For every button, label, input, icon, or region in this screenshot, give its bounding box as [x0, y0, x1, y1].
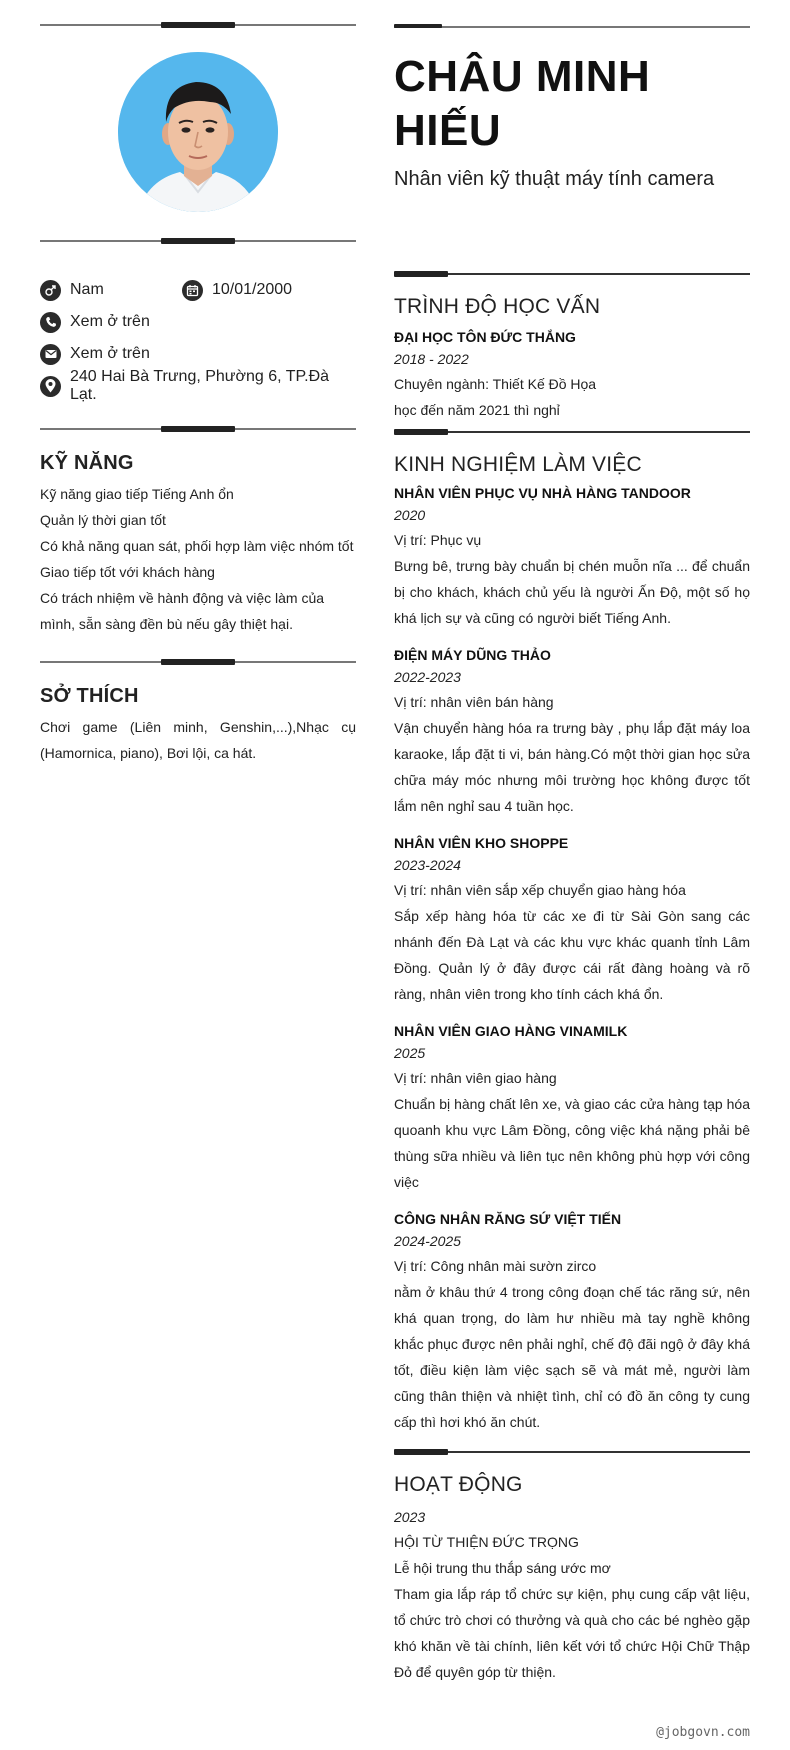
- divider: [394, 429, 750, 435]
- divider: [40, 659, 356, 665]
- skill-item: Có trách nhiệm về hành động và việc làm của mình, sẵn sàng đền bù nếu gây thiệt hại.: [40, 590, 325, 632]
- skills-title: KỸ NĂNG: [40, 452, 134, 474]
- experience-period: 2020: [394, 507, 426, 523]
- birthday-text: 10/01/2000: [212, 281, 293, 298]
- skills-list: [40, 481, 356, 637]
- divider: [394, 24, 750, 30]
- experience-section: [394, 453, 750, 1435]
- experience-position: Vị trí: nhân viên bán hàng: [394, 694, 554, 710]
- gender-icon: [40, 280, 61, 301]
- calendar-icon: [182, 280, 203, 301]
- experience-description: Bưng bê, trưng bày chuẩn bị chén muỗn nĩa ... để chuẩn bị cho khách, khách chủ yếu là người Ấn Độ, một số họ khá lịch sự và cũng có người biết Tiếng Anh.: [394, 558, 750, 626]
- activity-description: Tham gia lắp ráp tổ chức sự kiện, phụ cung cấp vật liệu, tổ chức trò chơi có thưởng và quà cho các bé nghèo gặp khó khăn về tài chính, liên kết với tổ chức Hội Chữ Thập Đỏ để quyên góp từ thiện.: [394, 1586, 750, 1680]
- experience-title: KINH NGHIỆM LÀM VIỆC: [394, 453, 642, 476]
- hobbies-text: Chơi game (Liên minh, Genshin,...),Nhạc cụ (Hamornica, piano), Bơi lội, ca hát.: [40, 719, 356, 761]
- experience-description: Chuẩn bị hàng chất lên xe, và giao các cửa hàng tạp hóa quoanh khu vực Lâm Đồng, công việc khá nặng phải bê thùng sữa nhiều và liên tục nên không phù hợp với công việc: [394, 1096, 750, 1190]
- divider: [40, 22, 356, 28]
- experience-item: [394, 833, 750, 1007]
- contact-row: [40, 274, 356, 306]
- skill-item: Có khả năng quan sát, phối hợp làm việc nhóm tốt: [40, 538, 354, 554]
- experience-description: Vận chuyển hàng hóa ra trưng bày , phụ lắp đặt máy loa karaoke, lắp đặt ti vi, bán hàng.Có một thời gian học sửa chữa máy móc nhưng môi trường học không được tốt lắm nên nghỉ sau 4 tuần học.: [394, 720, 750, 814]
- hobbies-title: SỞ THÍCH: [40, 685, 139, 707]
- experience-item: [394, 483, 750, 631]
- job-title: Nhân viên kỹ thuật máy tính camera: [394, 168, 715, 190]
- contact-row: [40, 370, 356, 402]
- experience-company: NHÂN VIÊN KHO SHOPPE: [394, 835, 569, 851]
- email-text: Xem ở trên: [70, 345, 150, 362]
- experience-position: Vị trí: nhân viên sắp xếp chuyển giao hàng hóa: [394, 882, 686, 898]
- profile-photo: [118, 52, 278, 212]
- left-column: [40, 0, 356, 766]
- education-major: Chuyên ngành: Thiết Kế Đồ Họa: [394, 376, 597, 392]
- address-item: [40, 368, 356, 404]
- birthday-item: [182, 280, 292, 301]
- phone-item: [40, 312, 150, 333]
- education-title: TRÌNH ĐỘ HỌC VẤN: [394, 295, 601, 318]
- school-name: ĐẠI HỌC TÔN ĐỨC THẮNG: [394, 329, 576, 345]
- experience-item: [394, 1021, 750, 1195]
- experience-description: Sắp xếp hàng hóa từ các xe đi từ Sài Gòn sang các nhánh đến Đà Lạt và các khu vực khác quanh tỉnh Lâm Đồng. Quản lý ở đây được cái rất đàng hoàng và rõ ràng, nhân viên trong kho tính cách khá ổn.: [394, 908, 750, 1002]
- divider: [40, 426, 356, 432]
- experience-item: [394, 645, 750, 819]
- activities-title: HOẠT ĐỘNG: [394, 1473, 523, 1496]
- right-column: [394, 0, 750, 1685]
- education-note: học đến năm 2021 thì nghỉ: [394, 402, 560, 418]
- skill-item: Quản lý thời gian tốt: [40, 512, 166, 528]
- gender-text: Nam: [70, 281, 104, 298]
- email-item: [40, 344, 150, 365]
- divider: [394, 271, 750, 277]
- experience-company: NHÂN VIÊN PHỤC VỤ NHÀ HÀNG TANDOOR: [394, 485, 691, 501]
- activity-organization: HỘI TỪ THIỆN ĐỨC TRỌNG: [394, 1534, 579, 1550]
- education-period: 2018 - 2022: [394, 351, 469, 367]
- avatar: [118, 52, 278, 212]
- skill-item: Kỹ năng giao tiếp Tiếng Anh ổn: [40, 486, 234, 502]
- experience-item: [394, 1209, 750, 1435]
- experience-position: Vị trí: nhân viên giao hàng: [394, 1070, 557, 1086]
- experience-period: 2023-2024: [394, 857, 461, 873]
- skill-item: Giao tiếp tốt với khách hàng: [40, 564, 215, 580]
- education-section: [394, 295, 750, 423]
- phone-icon: [40, 312, 61, 333]
- activities-section: [394, 1473, 750, 1685]
- experience-period: 2024-2025: [394, 1233, 461, 1249]
- gender-item: [40, 280, 154, 301]
- location-pin-icon: [40, 376, 61, 397]
- activity-event: Lễ hội trung thu thắp sáng ước mơ: [394, 1560, 611, 1576]
- experience-company: NHÂN VIÊN GIAO HÀNG VINAMILK: [394, 1023, 628, 1039]
- contact-info: [40, 274, 356, 402]
- candidate-name: CHÂU MINH HIẾU: [394, 52, 651, 155]
- experience-company: CÔNG NHÂN RĂNG SỨ VIỆT TIẾN: [394, 1211, 622, 1227]
- experience-period: 2025: [394, 1045, 426, 1061]
- watermark: @jobgovn.com: [656, 1725, 750, 1740]
- divider: [40, 238, 356, 244]
- contact-row: [40, 338, 356, 370]
- experience-period: 2022-2023: [394, 669, 461, 685]
- hobbies-section: [40, 685, 356, 766]
- skills-section: [40, 452, 356, 637]
- experience-company: ĐIỆN MÁY DŨNG THẢO: [394, 647, 551, 663]
- contact-row: [40, 306, 356, 338]
- experience-description: nằm ở khâu thứ 4 trong công đoạn chế tác răng sứ, nên khá quan trọng, do làm hư nhiều mà tay nghề không khắc phục được nên phải nghỉ, chế độ đãi ngộ ở đây khá tốt, điều kiện làm việc sạch sẽ và mát mẻ, người làm cũng thân thiện và nhiệt tình, chỉ có đồ ăn công ty cung cấp thì hơi khó ăn chút.: [394, 1284, 750, 1430]
- experience-position: Vị trí: Công nhân mài sườn zirco: [394, 1258, 597, 1274]
- activity-period: 2023: [394, 1509, 426, 1525]
- address-text: 240 Hai Bà Trưng, Phường 6, TP.Đà Lạt.: [70, 368, 330, 403]
- divider: [394, 1449, 750, 1455]
- mail-icon: [40, 344, 61, 365]
- phone-text: Xem ở trên: [70, 313, 150, 330]
- experience-position: Vị trí: Phục vụ: [394, 532, 482, 548]
